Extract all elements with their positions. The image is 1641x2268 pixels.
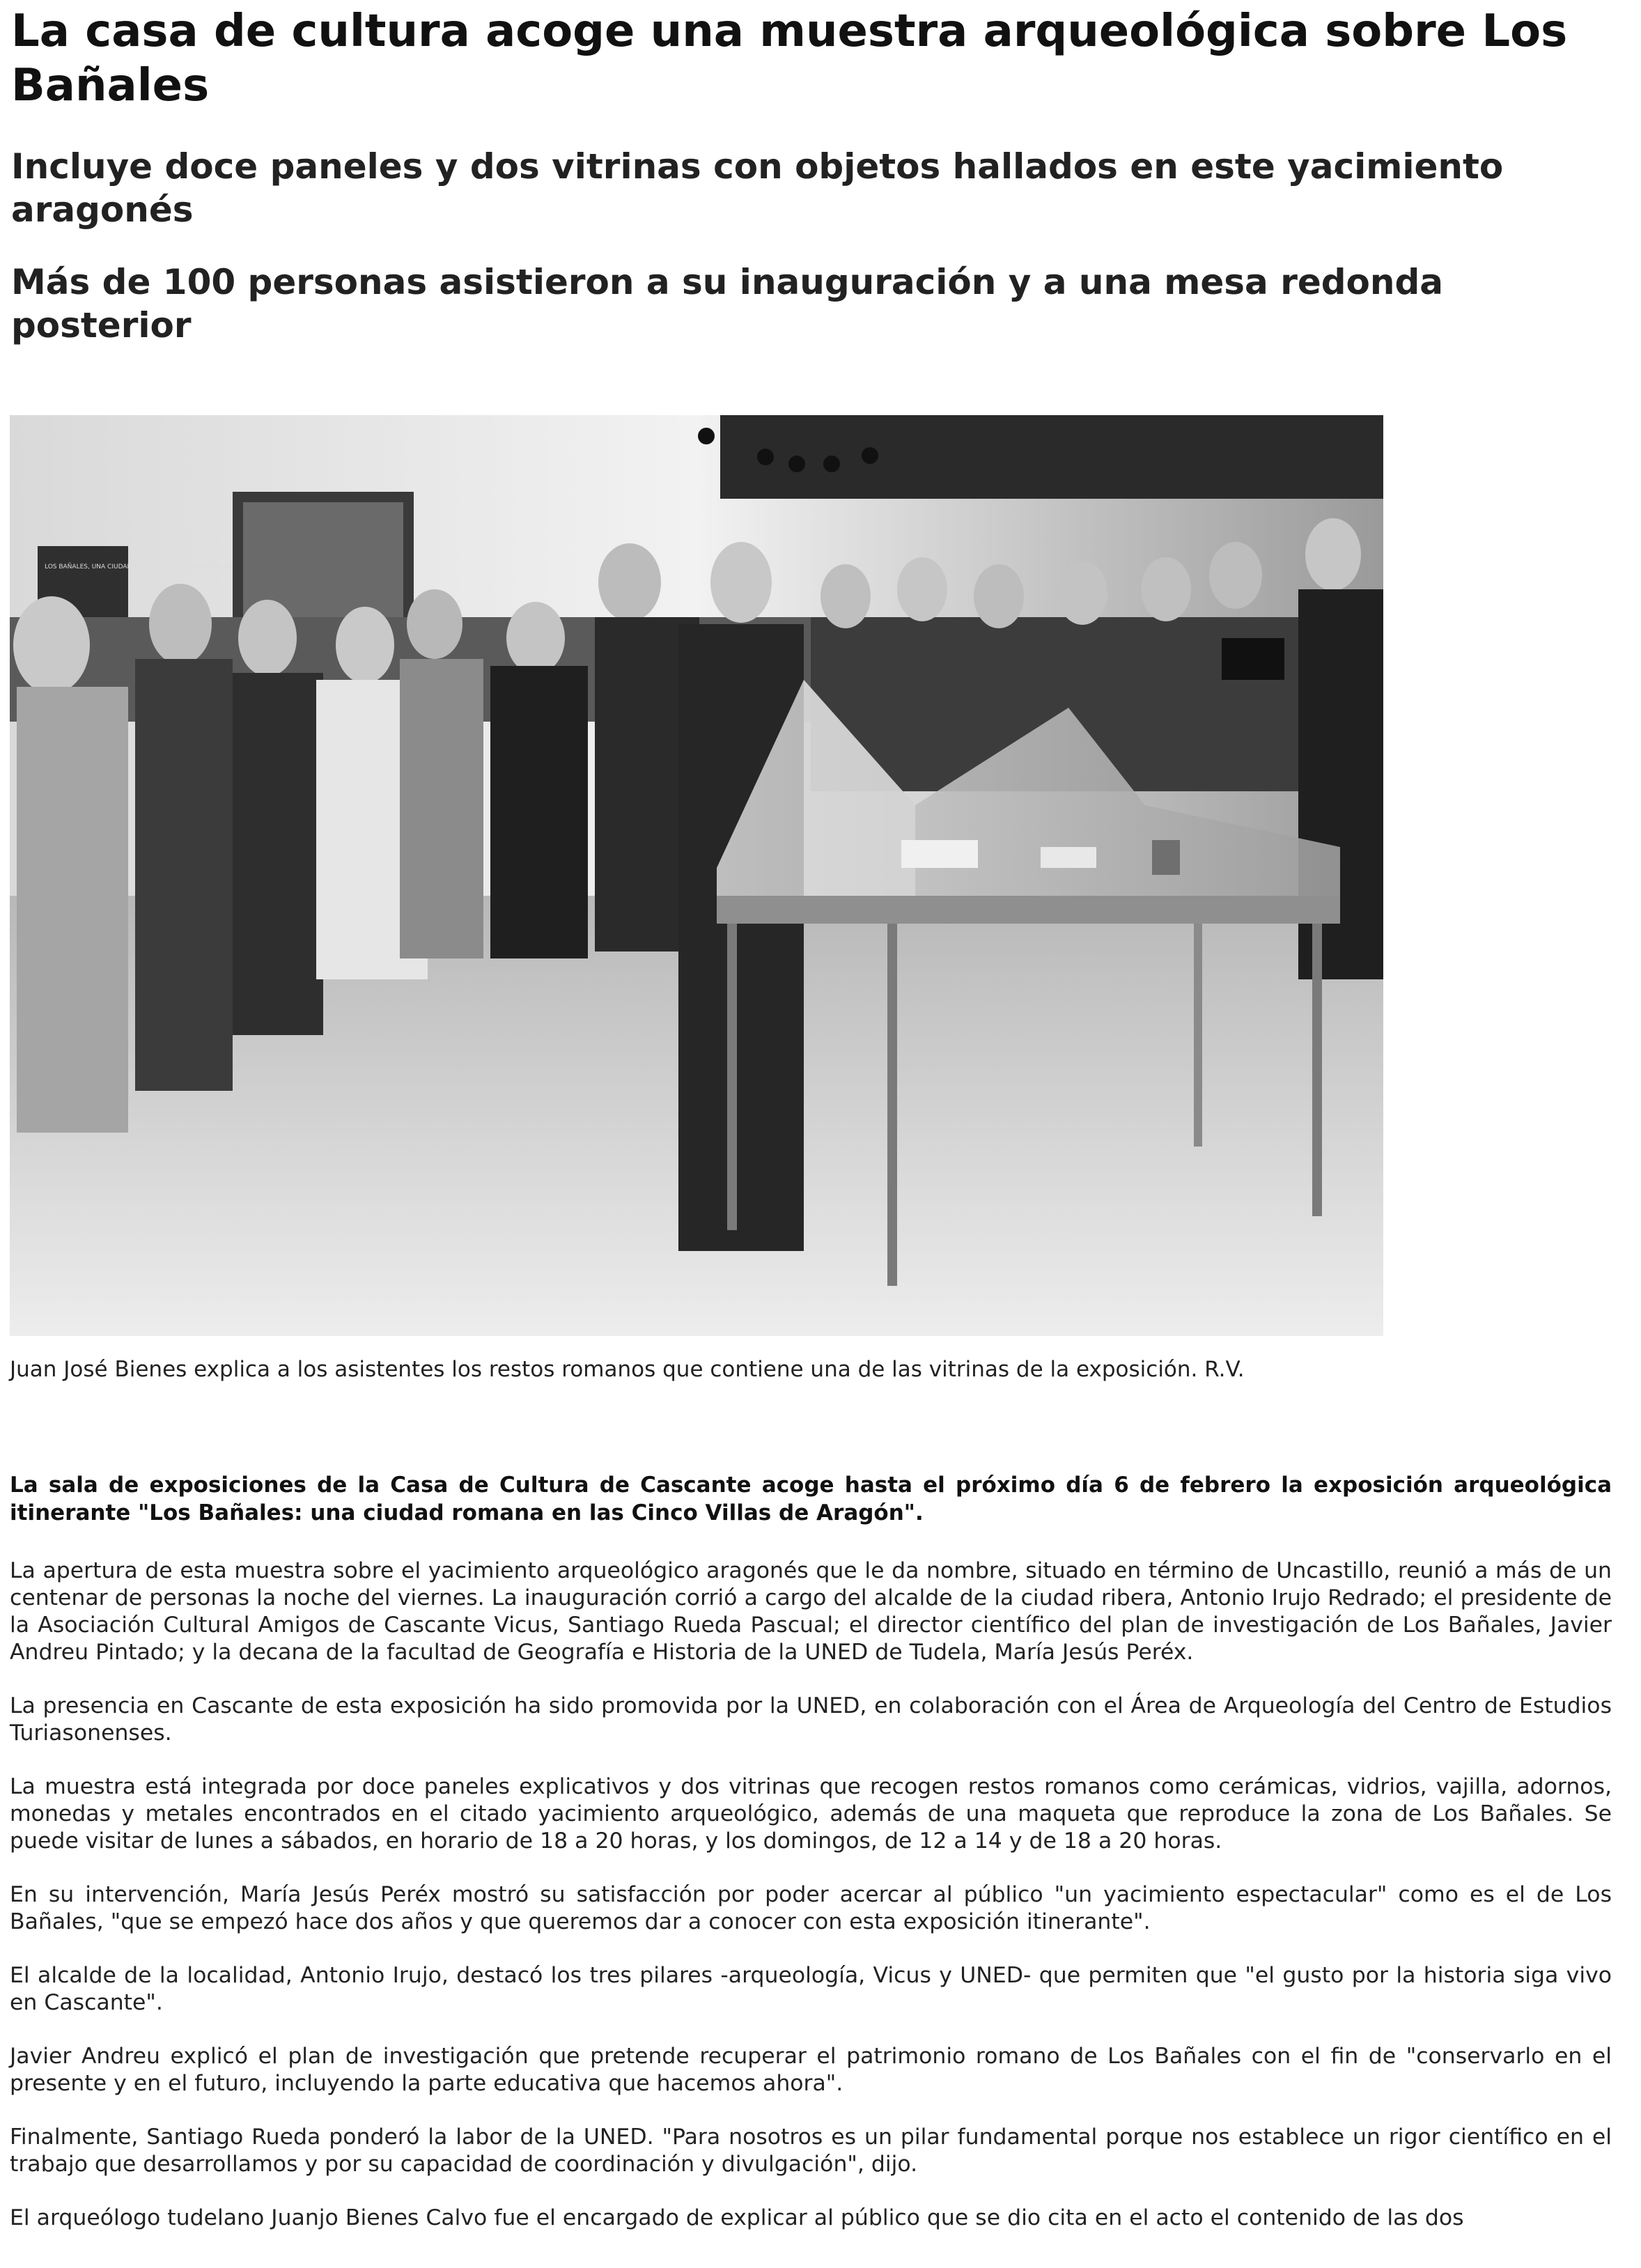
ceiling [720, 415, 1383, 499]
article-paragraph: Finalmente, Santiago Rueda ponderó la labor de la UNED. "Para nosotros es un pilar fundamental porque nos establece un rigor científico en el trabajo que desarrollamos y por su capacidad de coordinación y divulgación", dijo. [10, 2125, 1612, 2177]
headline: La casa de cultura acoge una muestra arqueológica sobre Los Bañales [11, 6, 1568, 111]
photo-illustration [10, 415, 1383, 1336]
article-paragraph: Javier Andreu explicó el plan de investigación que pretende recuperar el patrimonio romano de Los Bañales con el fin de "conservarlo en el presente y en el futuro, incluyendo la parte educativa que hacemos ahora". [10, 2044, 1612, 2096]
exhibition-photo [10, 415, 1383, 1336]
article-paragraph: La presencia en Cascante de esta exposición ha sido promovida por la UNED, en colaboración con el Área de Arqueología del Centro de Estudios Turiasonenses. [10, 1693, 1612, 1746]
article-paragraph: El arqueólogo tudelano Juanjo Bienes Calvo fue el encargado de explicar al público que se dio cita en el acto el contenido de las dos [10, 2205, 1464, 2230]
article-body [10, 1471, 1612, 2258]
exhibition-panel-text: LOS BAÑALES, UNA CIUDAD ROMANA EN LAS CINCO VILLAS [45, 564, 233, 570]
article-lead: La sala de exposiciones de la Casa de Cultura de Cascante acoge hasta el próximo día 6 de febrero la exposición arqueológica itinerante "Los Bañales: una ciudad romana en las Cinco Villas de Aragón". [10, 1473, 1612, 1525]
article-paragraph: El alcalde de la localidad, Antonio Irujo, destacó los tres pilares -arqueología, Vicus y UNED- que permiten que "el gusto por la historia siga vivo en Cascante". [10, 1963, 1612, 2015]
subheadline-2: Más de 100 personas asistieron a su inauguración y a una mesa redonda posterior [11, 262, 1444, 345]
subheadline-1: Incluye doce paneles y dos vitrinas con objetos hallados en este yacimiento aragonés [11, 146, 1504, 230]
article-paragraph: La muestra está integrada por doce paneles explicativos y dos vitrinas que recogen restos romanos como cerámicas, vidrios, vajilla, adornos, monedas y metales encontrados en el citado yacimiento arqueológico, además de una maqueta que reproduce la zona de Los Bañales. Se puede visitar de lunes a sábados, en horario de 18 a 20 horas, y los domingos, de 12 a 14 y de 18 a 20 horas. [10, 1774, 1612, 1854]
article-paragraph: La apertura de esta muestra sobre el yacimiento arqueológico aragonés que le da nombre, situado en término de Uncastillo, reunió a más de un centenar de personas la noche del viernes. La inauguración corrió a cargo del alcalde de la ciudad ribera, Antonio Irujo Redrado; el presidente de la Asociación Cultural Amigos de Cascante Vicus, Santiago Rueda Pascual; el director científico del plan de investigación de Los Bañales, Javier Andreu Pintado; y la decana de la facultad de Geografía e Historia de la UNED de Tudela, María Jesús Peréx. [10, 1558, 1612, 1665]
article-paragraph: En su intervención, María Jesús Peréx mostró su satisfacción por poder acercar al público "un yacimiento espectacular" como es el de Los Bañales, "que se empezó hace dos años y que queremos dar a conocer con esta exposición itinerante". [10, 1882, 1612, 1934]
photo-caption: Juan José Bienes explica a los asistentes los restos romanos que contiene una de las vitrinas de la exposición. R.V. [10, 1357, 1245, 1382]
